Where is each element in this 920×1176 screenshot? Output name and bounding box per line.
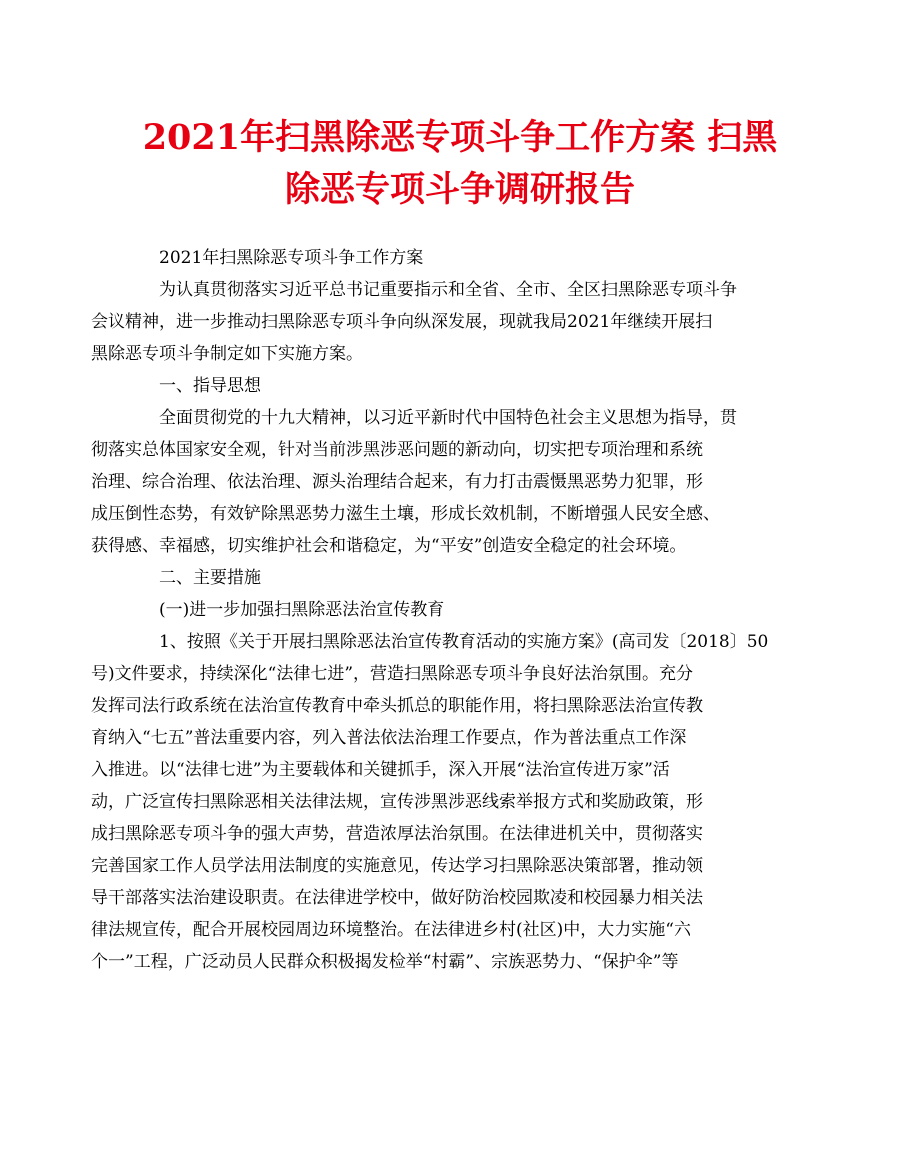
- paragraph-h2: [125, 562, 793, 594]
- title-line-2: 除恶专项斗争调研报告: [284, 169, 635, 210]
- paragraph-line: 动，广泛宣传扫黑除恶相关法律法规，宣传涉黑涉恶线索举报方式和奖励政策，形: [91, 792, 703, 812]
- paragraph-measure1: [91, 626, 793, 978]
- paragraph-h1: [125, 370, 793, 402]
- paragraph-line: 育纳入“七五”普法重要内容，列入普法依法治理工作要点，作为普法重点工作深: [91, 728, 687, 748]
- paragraph-line: 一、指导思想: [159, 376, 261, 396]
- paragraph-line: 1、按照《关于开展扫黑除恶法治宣传教育活动的实施方案》(高司发〔2018〕50: [159, 632, 769, 652]
- paragraph-line: 律法规宣传，配合开展校园周边环境整治。在法律进乡村(社区)中，大力实施“六: [91, 920, 691, 940]
- paragraph-line: 个一”工程，广泛动员人民群众积极揭发检举“村霸”、宗族恶势力、“保护伞”等: [91, 952, 679, 972]
- paragraph-line: 黑除恶专项斗争制定如下实施方案。: [91, 344, 363, 364]
- paragraph-line: 全面贯彻党的十九大精神，以习近平新时代中国特色社会主义思想为指导，贯: [159, 408, 737, 428]
- document-body: [91, 242, 793, 978]
- paragraph-line: 会议精神，进一步推动扫黑除恶专项斗争向纵深发展，现就我局2021年继续开展扫: [91, 312, 713, 332]
- paragraph-line: 治理、综合治理、依法治理、源头治理结合起来，有力打击震慑黑恶势力犯罪，形: [91, 472, 703, 492]
- paragraph-line: 导干部落实法治建设职责。在法律进学校中，做好防治校园欺凌和校园暴力相关法: [91, 888, 703, 908]
- paragraph-line: 成压倒性态势，有效铲除黑恶势力滋生土壤，形成长效机制，不断增强人民安全感、: [91, 504, 720, 524]
- paragraph-line: 成扫黑除恶专项斗争的强大声势，营造浓厚法治氛围。在法律进机关中，贯彻落实: [91, 824, 703, 844]
- paragraph-line: 发挥司法行政系统在法治宣传教育中牵头抓总的职能作用，将扫黑除恶法治宣传教: [91, 696, 703, 716]
- paragraph-line: 入推进。以“法律七进”为主要载体和关键抓手，深入开展“法治宣传进万家”活: [91, 760, 670, 780]
- paragraph-line: 二、主要措施: [159, 568, 261, 588]
- paragraph-line: 为认真贯彻落实习近平总书记重要指示和全省、全市、全区扫黑除恶专项斗争: [159, 280, 737, 300]
- paragraph-line: 2021年扫黑除恶专项斗争工作方案: [159, 248, 424, 268]
- paragraph-line: (一)进一步加强扫黑除恶法治宣传教育: [159, 600, 445, 620]
- paragraph-h2-1: [125, 594, 793, 626]
- paragraph-line: 获得感、幸福感，切实维护社会和谐稳定，为“平安”创造安全稳定的社会环境。: [91, 536, 687, 556]
- paragraph-subtitle: [125, 242, 793, 274]
- paragraph-line: 彻落实总体国家安全观，针对当前涉黑涉恶问题的新动向，切实把专项治理和系统: [91, 440, 703, 460]
- paragraph-guiding: [91, 402, 793, 562]
- paragraph-line: 号)文件要求，持续深化“法律七进”，营造扫黑除恶专项斗争良好法治氛围。充分: [91, 664, 694, 684]
- title-line-1: 2021年扫黑除恶专项斗争工作方案 扫黑: [142, 117, 778, 158]
- paragraph-line: 完善国家工作人员学法用法制度的实施意见，传达学习扫黑除恶决策部署，推动领: [91, 856, 703, 876]
- document-title: [120, 112, 800, 216]
- paragraph-intro: [91, 274, 793, 370]
